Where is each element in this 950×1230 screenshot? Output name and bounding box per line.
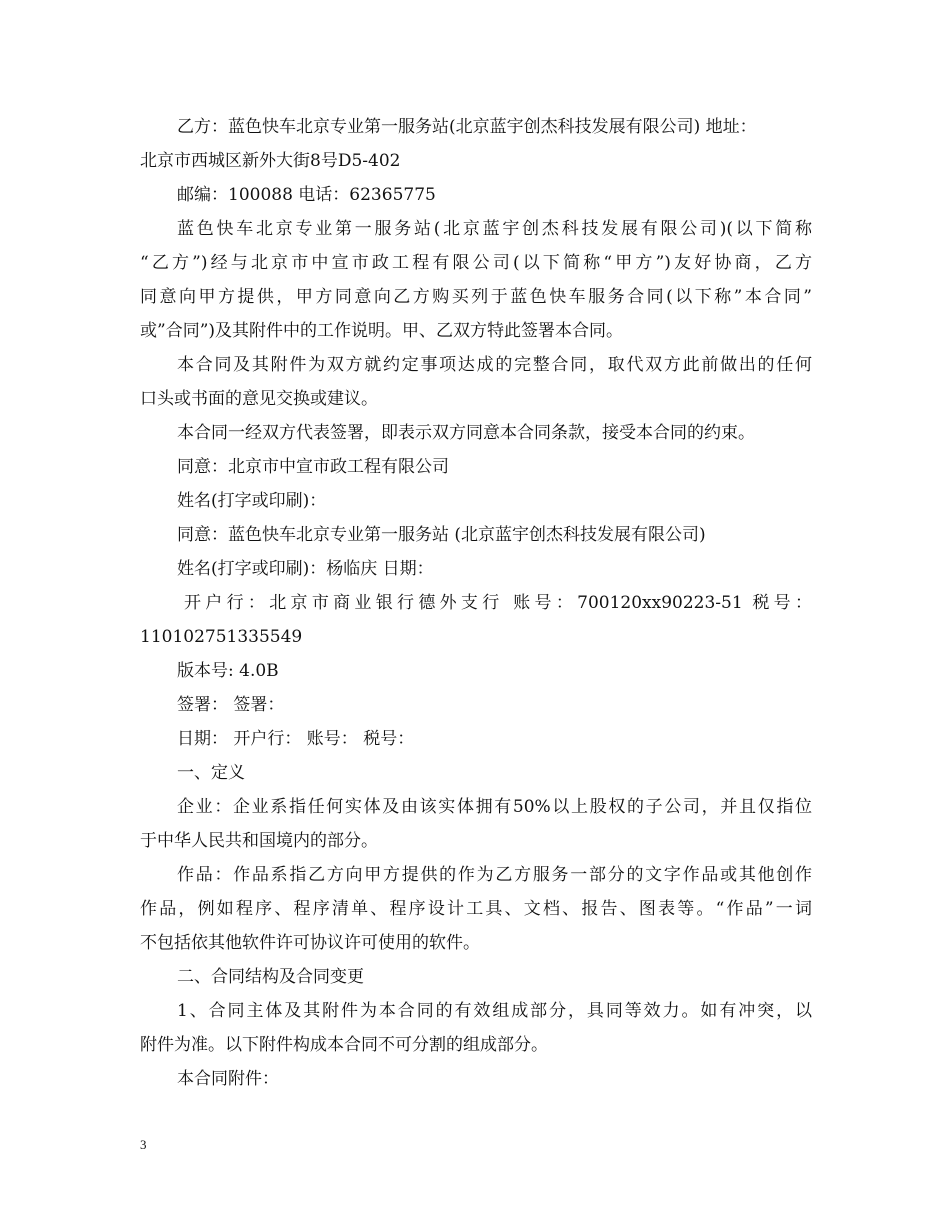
section-2-heading: 二、合同结构及合同变更 [177,967,364,987]
attachments-line: 本合同附件： [177,1069,279,1089]
clause-1-line-2: 附件为准。以下附件构成本合同不可分割的组成部分。 [140,1035,548,1055]
complete-contract-line-2: 口头或书面的意见交换或建议。 [140,389,378,409]
party-a-agree-line: 同意：北京市中宣市政工程有限公司 [177,457,449,477]
intro-paragraph-line-2: “乙方”)经与北京市中宣市政工程有限公司(以下简称“甲方”)友好协商，乙方 [140,253,812,273]
intro-paragraph-line-1: 蓝色快车北京专业第一服务站(北京蓝宇创杰科技发展有限公司)(以下简称 [177,219,812,239]
signature-line: 签署： 签署： [177,695,285,715]
party-b-agree-line: 同意：蓝色快车北京专业第一服务站 (北京蓝宇创杰科技发展有限公司) [177,525,706,545]
party-a-name-line: 姓名(打字或印刷)： [177,491,327,511]
tax-number-line: 110102751335549 [140,627,303,647]
version-line: 版本号: 4.0B [177,661,279,681]
section-1-heading: 一、定义 [177,763,245,783]
intro-paragraph-line-4: 或”合同”)及其附件中的工作说明。甲、乙双方特此签署本合同。 [140,321,624,341]
postcode-phone-line: 邮编：100088 电话：62365775 [177,185,436,205]
work-definition-line-2: 作品，例如程序、程序清单、程序设计工具、文档、报告、图表等。“作品”一词 [140,899,812,919]
party-b-name-date-line: 姓名(打字或印刷)：杨临庆 日期： [177,559,434,579]
party-b-line: 乙方：蓝色快车北京专业第一服务站(北京蓝宇创杰科技发展有限公司) 地址： [177,117,757,137]
bank-account-line: 开户行：北京市商业银行德外支行 账号：700120xx90223-51 税号： [184,593,812,613]
enterprise-definition-line-2: 于中华人民共和国境内的部分。 [140,831,378,851]
date-bank-line: 日期： 开户行： 账号： 税号： [177,729,415,749]
work-definition-line-3: 不包括依其他软件许可协议许可使用的软件。 [140,933,480,953]
clause-1-line-1: 1、合同主体及其附件为本合同的有效组成部分，具同等效力。如有冲突，以 [177,1001,812,1021]
address-line: 北京市西城区新外大街8号D5-402 [140,151,401,171]
enterprise-definition-line-1: 企业：企业系指任何实体及由该实体拥有50%以上股权的子公司，并且仅指位 [177,797,812,817]
work-definition-line-1: 作品：作品系指乙方向甲方提供的作为乙方服务一部分的文字作品或其他创作 [177,865,812,885]
intro-paragraph-line-3: 同意向甲方提供，甲方同意向乙方购买列于蓝色快车服务合同(以下称”本合同” [140,287,812,307]
complete-contract-line-1: 本合同及其附件为双方就约定事项达成的完整合同，取代双方此前做出的任何 [177,355,812,375]
binding-clause-line: 本合同一经双方代表签署，即表示双方同意本合同条款，接受本合同的约束。 [177,423,755,443]
page-number: 3 [140,1137,147,1152]
